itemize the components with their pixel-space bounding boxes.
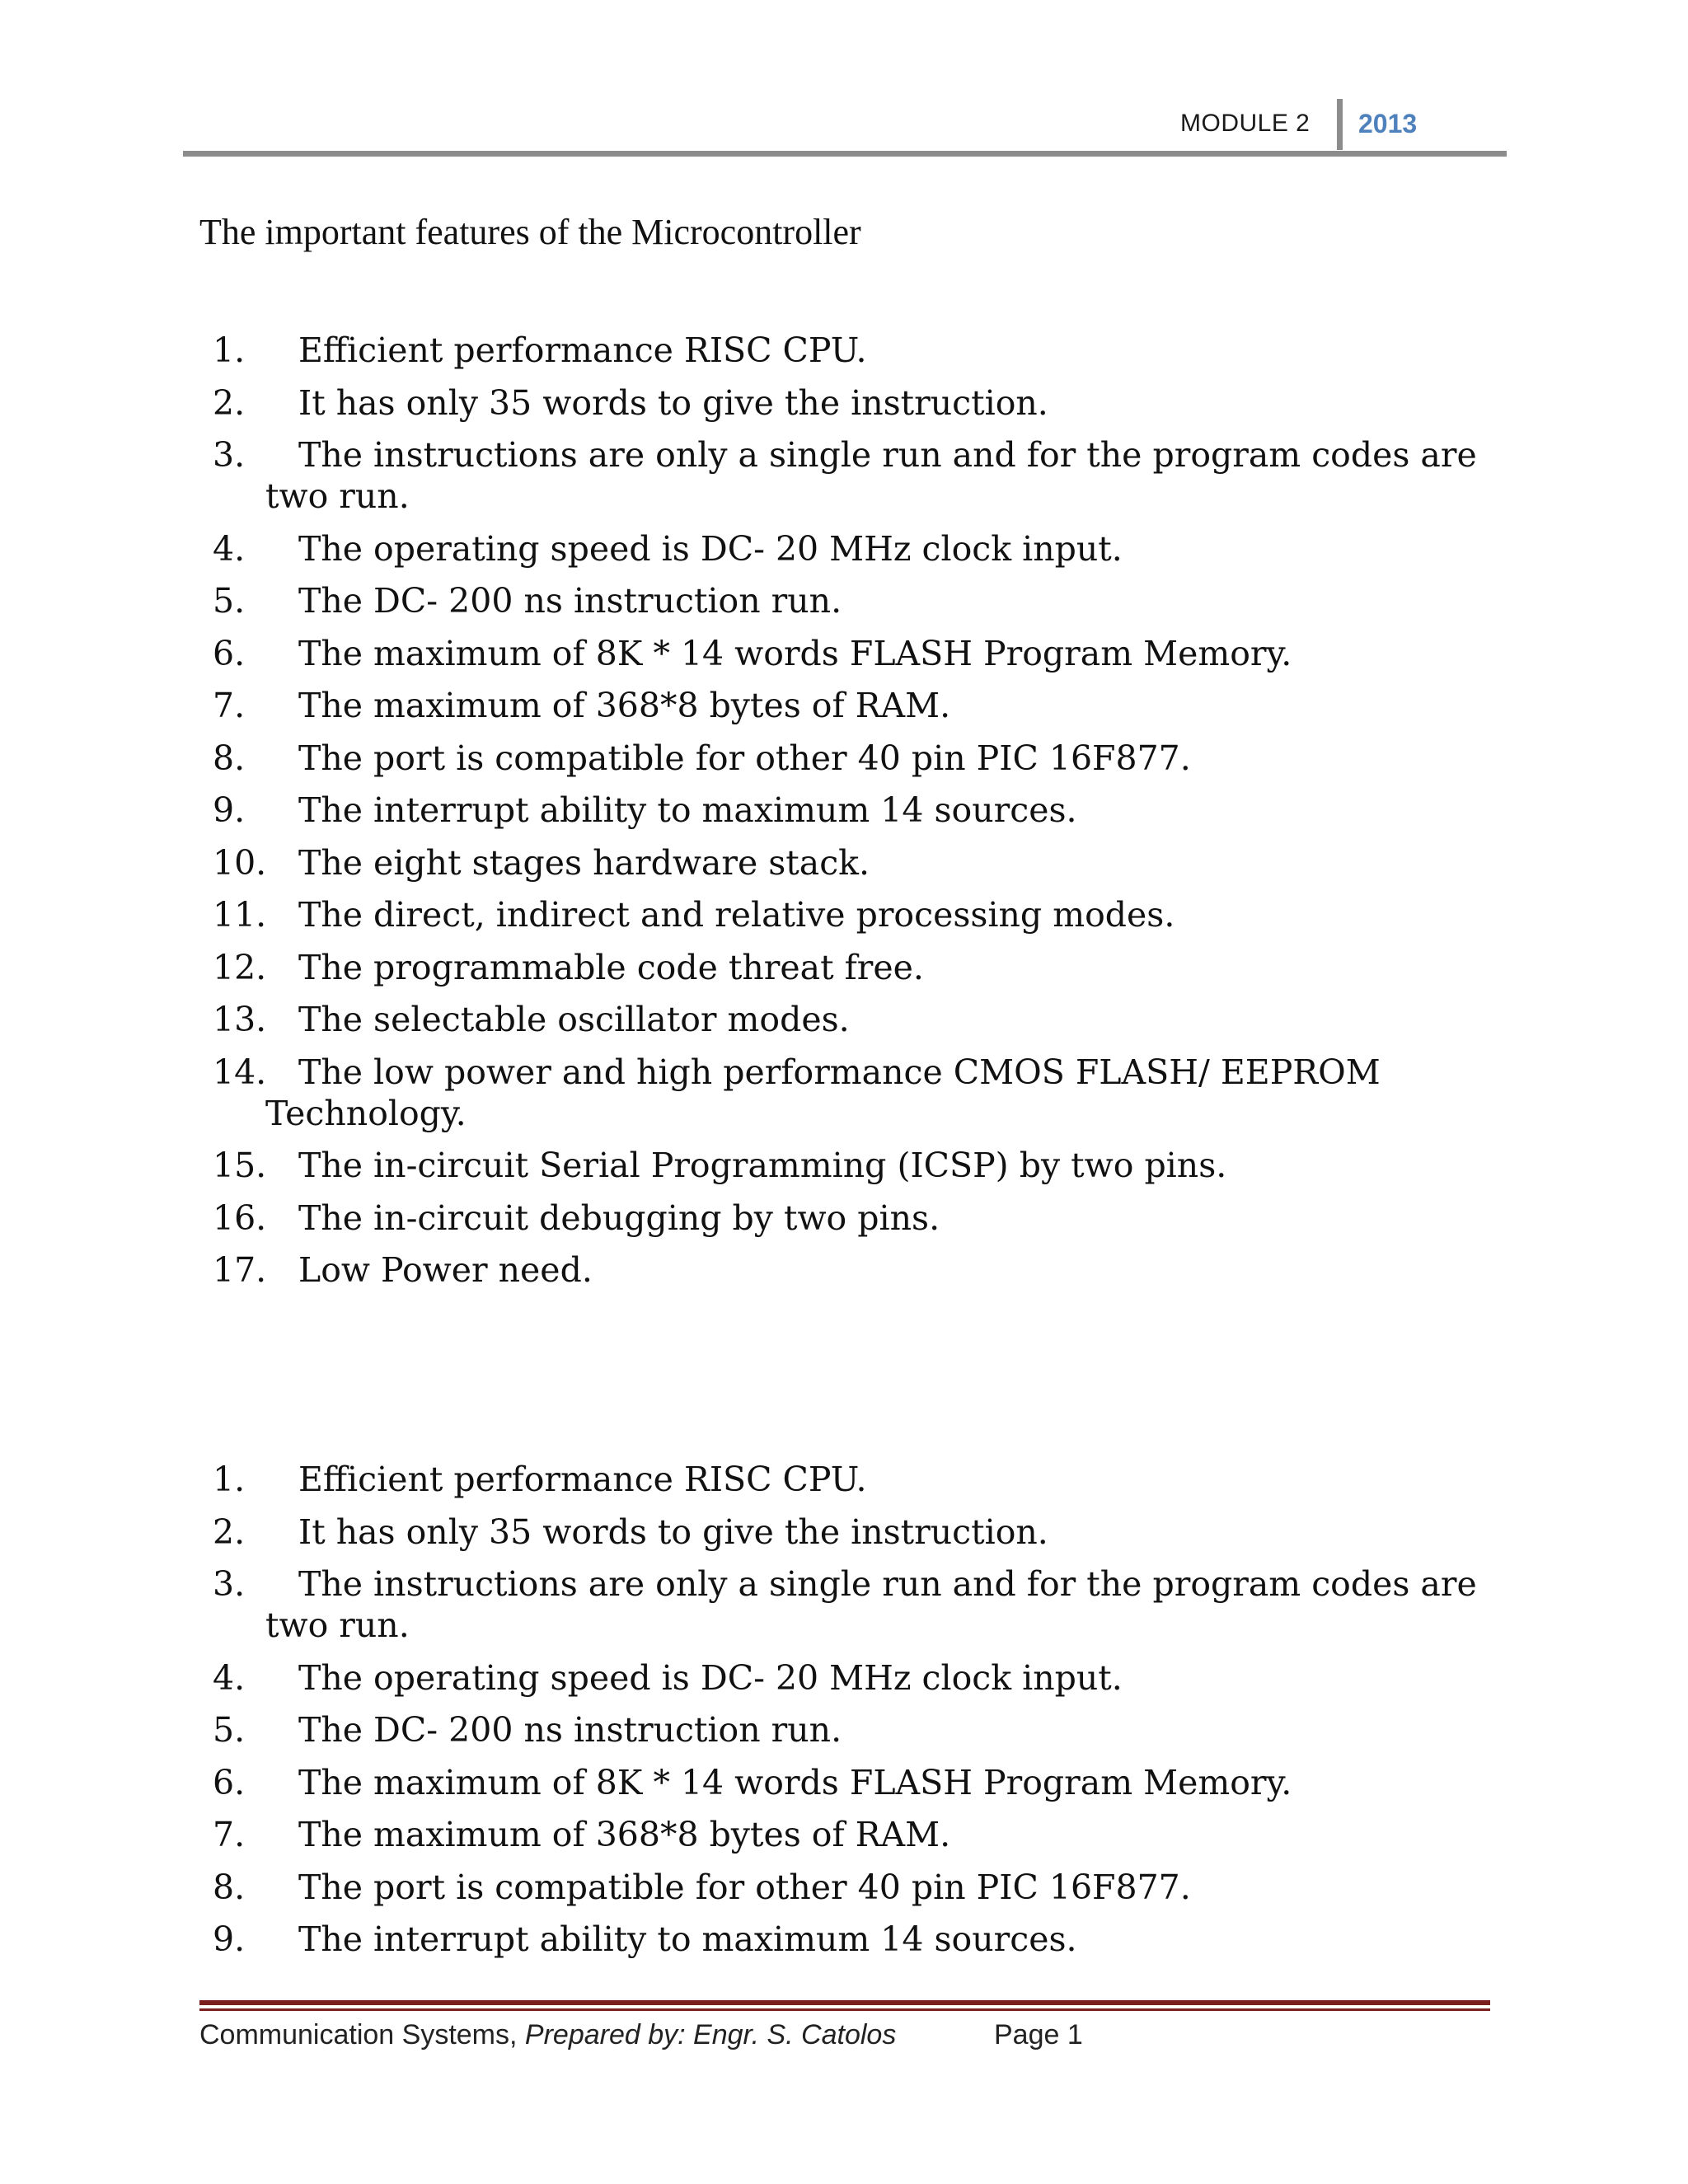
list-item-text: The maximum of 368*8 bytes of RAM. bbox=[298, 686, 951, 725]
list-item-number: 7. bbox=[213, 686, 246, 725]
list-item bbox=[213, 947, 1498, 988]
list-item-number: 8. bbox=[213, 1867, 246, 1907]
list-item-text: The DC- 200 ns instruction run. bbox=[298, 1710, 842, 1750]
list-item bbox=[213, 1709, 1498, 1750]
list-item bbox=[213, 434, 1498, 517]
list-item-number: 10. bbox=[213, 842, 267, 883]
list-item-number: 15. bbox=[213, 1146, 267, 1185]
list-item-number: 9. bbox=[213, 1919, 246, 1959]
list-item-text: The eight stages hardware stack. bbox=[298, 842, 870, 883]
list-item-number: 3. bbox=[213, 435, 246, 475]
list-item bbox=[213, 1145, 1498, 1186]
list-item-number: 7. bbox=[213, 1815, 246, 1854]
features-list-repeat bbox=[213, 1459, 1498, 1971]
section-title: The important features of the Microcontroller bbox=[199, 212, 861, 252]
list-item bbox=[213, 1657, 1498, 1699]
list-item-number: 14. bbox=[213, 1052, 267, 1092]
list-item bbox=[213, 580, 1498, 621]
list-item-text: The selectable oscillator modes. bbox=[298, 1000, 850, 1039]
list-item bbox=[213, 330, 1498, 371]
list-item-text: The interrupt ability to maximum 14 sources. bbox=[298, 790, 1077, 830]
list-item bbox=[213, 685, 1498, 726]
list-item-number: 13. bbox=[213, 1000, 267, 1039]
list-item-text: The in-circuit Serial Programming (ICSP) by two pins. bbox=[298, 1146, 1227, 1185]
footer-prepared-by: Prepared by: Engr. S. Catolos bbox=[524, 2019, 897, 2050]
list-item-text: The interrupt ability to maximum 14 sources. bbox=[298, 1919, 1077, 1959]
list-item-text: It has only 35 words to give the instruction. bbox=[298, 382, 1048, 423]
list-item bbox=[213, 1459, 1498, 1500]
list-item-number: 11. bbox=[213, 895, 267, 935]
footer-rule-thin bbox=[199, 2008, 1490, 2011]
list-item bbox=[213, 382, 1498, 424]
list-item-number: 2. bbox=[213, 382, 246, 423]
footer-credit bbox=[199, 2016, 896, 2054]
list-item bbox=[213, 1867, 1498, 1908]
list-item-text: The port is compatible for other 40 pin PIC 16F877. bbox=[298, 1867, 1191, 1907]
list-item bbox=[213, 999, 1498, 1040]
list-item-text: The direct, indirect and relative processing modes. bbox=[298, 895, 1175, 935]
list-item-number: 9. bbox=[213, 790, 246, 830]
footer-page-number: Page 1 bbox=[994, 2019, 1083, 2050]
list-item-text: The operating speed is DC- 20 MHz clock input. bbox=[298, 1657, 1123, 1698]
features-list bbox=[213, 330, 1498, 1302]
list-item bbox=[213, 738, 1498, 779]
list-item-number: 4. bbox=[213, 1657, 246, 1698]
list-item-text: It has only 35 words to give the instruction. bbox=[298, 1511, 1048, 1552]
list-item bbox=[213, 1197, 1498, 1239]
footer-course: Communication Systems, bbox=[199, 2019, 518, 2050]
list-item-text: The instructions are only a single run and for the program codes are two run. bbox=[265, 435, 1477, 516]
list-item-number: 1. bbox=[213, 1460, 246, 1499]
list-item-number: 12. bbox=[213, 947, 267, 987]
list-item bbox=[213, 1249, 1498, 1291]
list-item-number: 6. bbox=[213, 633, 246, 673]
list-item-number: 16. bbox=[213, 1197, 267, 1238]
list-item-text: Efficient performance RISC CPU. bbox=[298, 330, 867, 370]
list-item-text: The low power and high performance CMOS FLASH/ EEPROM Technology. bbox=[265, 1052, 1381, 1133]
header-year: 2013 bbox=[1358, 109, 1418, 138]
list-item bbox=[213, 1563, 1498, 1646]
list-item bbox=[213, 842, 1498, 883]
list-item-text: Efficient performance RISC CPU. bbox=[298, 1460, 867, 1499]
list-item-number: 6. bbox=[213, 1762, 246, 1802]
list-item-text: The maximum of 8K * 14 words FLASH Program Memory. bbox=[298, 1762, 1292, 1802]
list-item-text: The port is compatible for other 40 pin PIC 16F877. bbox=[298, 738, 1191, 778]
list-item-number: 5. bbox=[213, 581, 246, 621]
header-rule bbox=[183, 151, 1507, 157]
list-item bbox=[213, 790, 1498, 831]
header-module: MODULE 2 bbox=[1180, 110, 1311, 137]
list-item-text: Low Power need. bbox=[298, 1250, 593, 1290]
list-item-text: The DC- 200 ns instruction run. bbox=[298, 581, 842, 621]
list-item-text: The operating speed is DC- 20 MHz clock input. bbox=[298, 528, 1123, 569]
list-item bbox=[213, 894, 1498, 935]
list-item bbox=[213, 633, 1498, 674]
list-item bbox=[213, 1052, 1498, 1134]
list-item bbox=[213, 1511, 1498, 1553]
page-header bbox=[0, 107, 1418, 157]
list-item bbox=[213, 1814, 1498, 1855]
list-item bbox=[213, 528, 1498, 569]
list-item-number: 1. bbox=[213, 330, 246, 370]
list-item-text: The maximum of 8K * 14 words FLASH Program Memory. bbox=[298, 633, 1292, 673]
list-item-text: The programmable code threat free. bbox=[298, 947, 924, 987]
list-item-number: 4. bbox=[213, 528, 246, 569]
list-item bbox=[213, 1919, 1498, 1960]
list-item-text: The in-circuit debugging by two pins. bbox=[298, 1197, 940, 1238]
footer-rule-thick bbox=[199, 2000, 1490, 2005]
list-item-number: 8. bbox=[213, 738, 246, 778]
list-item-number: 17. bbox=[213, 1250, 267, 1290]
header-separator bbox=[1337, 99, 1343, 150]
list-item bbox=[213, 1762, 1498, 1803]
list-item-text: The maximum of 368*8 bytes of RAM. bbox=[298, 1815, 951, 1854]
list-item-number: 2. bbox=[213, 1511, 246, 1552]
list-item-number: 3. bbox=[213, 1564, 246, 1604]
list-item-text: The instructions are only a single run and for the program codes are two run. bbox=[265, 1564, 1477, 1645]
list-item-number: 5. bbox=[213, 1710, 246, 1750]
